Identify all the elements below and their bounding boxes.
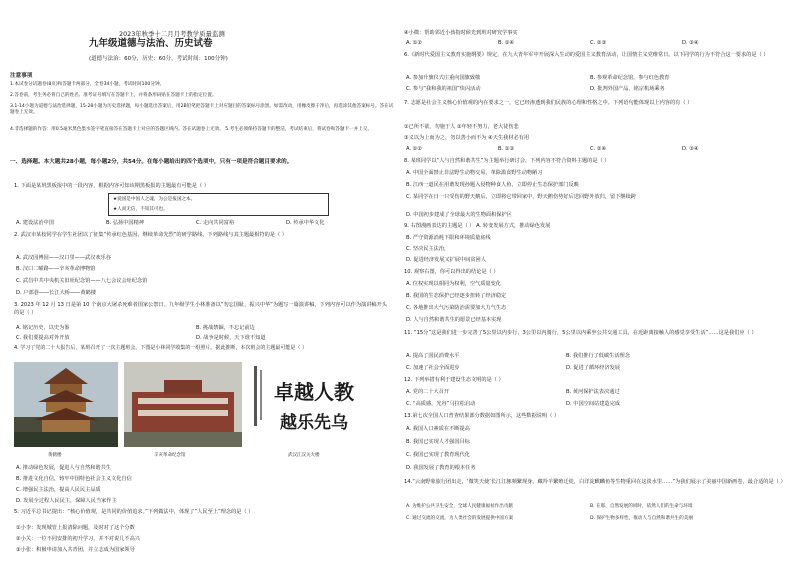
q7-statements: ③义以为上而为之，勿以善小而不为 ④天生我材必有用 bbox=[404, 135, 530, 141]
q4-option-b[interactable]: B. 推进文化自信，铸牢中国特色社会主义文化自信 bbox=[16, 476, 132, 482]
q8-option-c[interactable]: C. 某同学在日一只受伤的野天鹅后，立即将它带回家中，野天鹅伤势好后送回野外放归，留下继续跨 bbox=[406, 194, 636, 200]
note-1: 1.本试卷分试题卷(8页)和答题卡两部分，全卷34小题，考试时间100分钟。 bbox=[10, 82, 165, 87]
q5-option-c[interactable]: C. ②③ bbox=[590, 40, 607, 46]
q13-option-a[interactable]: A. 我国人口素质在不断提高 bbox=[406, 426, 470, 432]
q10-option-a[interactable]: A. 位权实现以相同为权利，空气质量变化 bbox=[406, 281, 501, 287]
q2-option-d[interactable]: D. 户部巷——长江大桥——黄鹤楼 bbox=[16, 290, 96, 296]
q11-option-c[interactable]: C. 加速了社会全面进步 bbox=[406, 365, 460, 371]
q1-quote-line: ★人而无信，不知其可也。 bbox=[113, 207, 168, 212]
q4-stem: 4. 学习了党的二十大报告后，某班召开了一次主题班会。下图是小林同学收集的一组照片。据此推断，本次班会的主题最可能是（ ） bbox=[14, 345, 307, 351]
q13-option-c[interactable]: C. 我国已实现了教育现代化 bbox=[406, 452, 470, 458]
q10-option-c[interactable]: C. 各地推出大气污染防治需要加大力气生态 bbox=[406, 305, 507, 311]
q7-option-a[interactable]: A. ①② bbox=[406, 146, 423, 152]
q5-stem: 5. 习近平总书记提出：“核心价值观，是共同的价值追求。”下列做法中，体现了“人民至上”理念的是（ ） bbox=[14, 509, 254, 515]
q6-stem: 6.《新时代爱国主义教育实施纲要》规定，在九大青年军中开展深入生动的爱国主义教育活动，让国情主义党维常日。以下同学的行为不符合这一要求的是（ ） bbox=[404, 52, 769, 58]
q13-stem: 13.第七次全国人口普查结果部分数据如图所示，这些数据说明（ ） bbox=[404, 413, 560, 419]
q9-stem: 9. 右图漫画表达的主题是（ ） A. 转变发展方式，推动绿色发展 bbox=[404, 223, 551, 229]
q10-option-d[interactable]: D. 人与自然和谐共生的愿景已经基本实现 bbox=[406, 317, 502, 323]
q7-option-c[interactable]: C. ②④ bbox=[590, 146, 607, 152]
main-title: 九年级道德与法治、历史试卷 bbox=[89, 38, 213, 49]
exam-title: 2023年秋季十二月月考教学质量监测 bbox=[119, 30, 225, 38]
q11-option-a[interactable]: A. 提高了国民消费水平 bbox=[406, 353, 460, 359]
photo-caption: 黄鹤楼 bbox=[48, 453, 62, 458]
q14-option-d[interactable]: D. 保护生物多样性，推动人与自然和谐共生的美丽 bbox=[590, 516, 693, 521]
q1-option-d[interactable]: D. 传承中华文化 bbox=[286, 220, 325, 226]
q1-stem: 1. 下面是某班黑板报中的一段内容，根据内容可知该期黑板报的主题最有可能是（ ） bbox=[14, 183, 209, 189]
q11-stem: 11. “15分”这是我们进一步完善了5公里以内步行、3公里以内骑行，5公里以内乘坐公共交通工具，在近距离接触人的感觉享受生活”……这是我们应（ ） bbox=[404, 330, 757, 336]
q9-option-b[interactable]: B. 严守资源消耗下限和环境质量底线 bbox=[406, 235, 491, 241]
q13-option-b[interactable]: B. 我国已实现人才强国目标 bbox=[406, 439, 470, 445]
q2-option-c[interactable]: C. 武昌中共中央机关旧址纪念馆——八七会议会址纪念馆 bbox=[16, 278, 148, 284]
q14-option-c[interactable]: C. 通过交流的交流，为人类社会的发展提供中国方案 bbox=[406, 516, 514, 521]
q12-stem: 12. 下列举措有利于建设生态文明的是（ ） bbox=[404, 377, 504, 383]
q8-option-d[interactable]: D. 中国初步建成了全球最大的生物面积保护区 bbox=[406, 212, 512, 218]
q2-option-a[interactable]: A. 武汉园博园——汉口里——武汉欢乐谷 bbox=[16, 255, 111, 261]
note-4: 4.非选择题的作答：用0.5毫米黑色墨水签字笔直接答在答题卡上对应的答题区域内。答在试题卷上无效。 5.考生必须保持答题卡的整洁，考试结束后，将试卷和答题卡一并上交。 bbox=[10, 127, 373, 132]
q3-option-a[interactable]: A. 铭记历史，以史为鉴 bbox=[16, 325, 70, 331]
q5-statement: ④小微：帮助邻近小孩指时候光到班对研究学事实 bbox=[404, 30, 518, 36]
q12-option-d[interactable]: D. 中国空间站建造完成 bbox=[566, 401, 620, 407]
q1-quote-line: ★爱国是中国人之魂，为公是报国之本。 bbox=[113, 197, 196, 202]
q10-option-b[interactable]: B. 我国的生态保护已经逐步扭转了经济稳定 bbox=[406, 293, 507, 299]
q12-option-c[interactable]: C. “高质感，光谷”马拉松启动 bbox=[406, 401, 476, 407]
q6-option-a[interactable]: A. 参加升旗仪式庄重向国旗致敬 bbox=[406, 75, 481, 81]
q7-statements: ①已所不欲，勿施于人 ②年轻不努力，老大徒伤悲 bbox=[404, 124, 519, 130]
calligraphy-line-2: 越乐先乌 bbox=[280, 413, 348, 433]
q12-option-a[interactable]: A. 党的二十大召开 bbox=[406, 389, 450, 395]
q14-stem: 14.“云南野象旅行团出走，‘微笑天使’长江江豚频繁现身，藏羚羊繁殖迁徙，白洋淀麒麟鱼等生物重回在这淡水里……”为我们展示了美丽中国新画卷，最合适的是（ ） bbox=[404, 479, 786, 485]
q6-option-d[interactable]: D. 批判外国产品、铭宗机场乘务 bbox=[590, 86, 665, 92]
q3-option-d[interactable]: D. 战争是时候，天下谁不知道 bbox=[196, 335, 266, 341]
note-3: 3.1-14小题为道德与法治选择题，15-28小题为历史选择题，每小题选出答案后，用2B铅笔把答题卡上对应题目的答案标号涂黑。如需改动，用橡皮擦干净后，再选涂其他答案标号。答在试题卷上无效。 bbox=[10, 104, 394, 115]
q11-option-d[interactable]: D. 促进了循环经济发展 bbox=[566, 365, 620, 371]
q8-option-b[interactable]: B. 江西一道民在用谐发现孙题入侵物种食人鱼，立即停止生态保护部门反映 bbox=[406, 182, 579, 188]
photo-caption: 武汉江汉关大楼 bbox=[288, 453, 320, 458]
q5-statement: ③小张：积极申请加入共青团，并立志成为国家领导 bbox=[16, 547, 135, 553]
q5-statement: ①小李：发现城管上报清除问题，及时对了这个分数 bbox=[16, 525, 135, 531]
q12-option-b[interactable]: B. 黄河保护法表决通过 bbox=[566, 389, 620, 395]
q5-statement: ②小关：一位不同安排的初升学习，并不对说几不高兴 bbox=[16, 536, 140, 542]
q3-option-c[interactable]: C. 我们要提高对外开放 bbox=[16, 335, 70, 341]
q7-option-b[interactable]: B. ①③ bbox=[498, 146, 515, 152]
calligraphy-line-1: 卓越人教 bbox=[274, 380, 354, 404]
photo-caption: 辛亥革命纪念馆 bbox=[154, 453, 186, 458]
q9-option-c[interactable]: C. 坚决民主法治， bbox=[406, 246, 450, 252]
q4-option-d[interactable]: D. 发展全过程人民民主，保障人民当家作主 bbox=[16, 498, 117, 504]
q4-option-a[interactable]: A. 推动绿色发展，促进人与自然和谐共生 bbox=[16, 465, 111, 471]
q1-option-c[interactable]: C. 走向共同富裕 bbox=[196, 220, 235, 226]
q6-option-c[interactable]: C. 参与“我和我的祖国”快闪活动 bbox=[406, 86, 481, 92]
q13-option-d[interactable]: D. 我国发展了教育的根本任务 bbox=[406, 465, 476, 471]
q7-option-d[interactable]: D. ③④ bbox=[682, 146, 699, 152]
right-column bbox=[402, 0, 786, 562]
q3-stem: 3. 2023 年 12 月 13 日是第 10 个南京大屠杀死难者国家公祭日。九年级学生小林准备以“勿忘国耻，振兴中华”为题写一篇演讲稿，下列内容可以作为演讲稿开头的是（ ） bbox=[14, 302, 387, 316]
section1-heading: 一、选择题。本大题共28小题，每小题2分，共54分。在每小题给出的四个选项中，只有一项是符合题目要求的。 bbox=[10, 159, 293, 165]
q8-stem: 8. 某班同学以“人与自然和谐共生”为主题举行研讨会。下列内容不符合资料主题的是（ ） bbox=[404, 158, 610, 164]
q14-option-a[interactable]: A. 为维护公共卫生安全，全球人民健康福祉作出贡献 bbox=[406, 504, 514, 509]
left-column-bottom bbox=[10, 0, 395, 562]
q5-option-a[interactable]: A. ①② bbox=[406, 40, 423, 46]
q10-stem: 10. 观察右图，你可以得出的结论是（ ） bbox=[404, 269, 499, 275]
q14-option-b[interactable]: B. 在那，自然发展的同时，依然人们的生命与环境 bbox=[590, 504, 693, 509]
q7-stem: 7. 志愿是社会主义核心价值观的内在要求之一，它已经渗透到我们民族的心理和性格之中。下列语句能体现以上内容的有（ ） bbox=[404, 100, 693, 106]
q1-option-b[interactable]: B. 弘扬中国精神 bbox=[106, 220, 144, 226]
q5-option-d[interactable]: D. ③④ bbox=[682, 40, 699, 46]
q4-option-c[interactable]: C. 增强民主法治，提高人民民主品质 bbox=[16, 487, 101, 493]
note-2: 2.答卷前，考生务必将自己的姓名、准考证号填写在答题卡上，并将条形码贴在答题卡上的指定位置。 bbox=[10, 93, 217, 98]
q1-option-a[interactable]: A. 建设法治中国 bbox=[16, 220, 54, 226]
q11-option-b[interactable]: B. 我们推行了低碳生活理念 bbox=[566, 353, 630, 359]
subtitle: (道德与法治：60分，历史：60分，考试时间：100分钟) bbox=[89, 56, 228, 62]
q3-option-b[interactable]: B. 挑战禁锢，不忘记前边 bbox=[196, 325, 255, 331]
notes-heading: 注意事项 bbox=[10, 73, 33, 79]
q8-option-a[interactable]: A. 中国全面禁止非法野生动物交易，革除滥食野生动物陋习 bbox=[406, 170, 543, 176]
q6-option-b[interactable]: B. 参观革命纪念馆，参与红色教育 bbox=[590, 75, 670, 81]
q9-option-d[interactable]: D. 促进经济发展又扩展中间贫困人 bbox=[406, 257, 486, 263]
q5-option-b[interactable]: B. ①④ bbox=[498, 40, 515, 46]
q2-option-b[interactable]: B. 汉口二曜路——辛亥革命博物馆 bbox=[16, 266, 96, 272]
q2-stem: 2. 武汉市某校同学在学生社团以了征集“传承红色基因，继续革命先烈”的研学路线，下列路线与其主题最相符的是（ ） bbox=[14, 232, 287, 238]
